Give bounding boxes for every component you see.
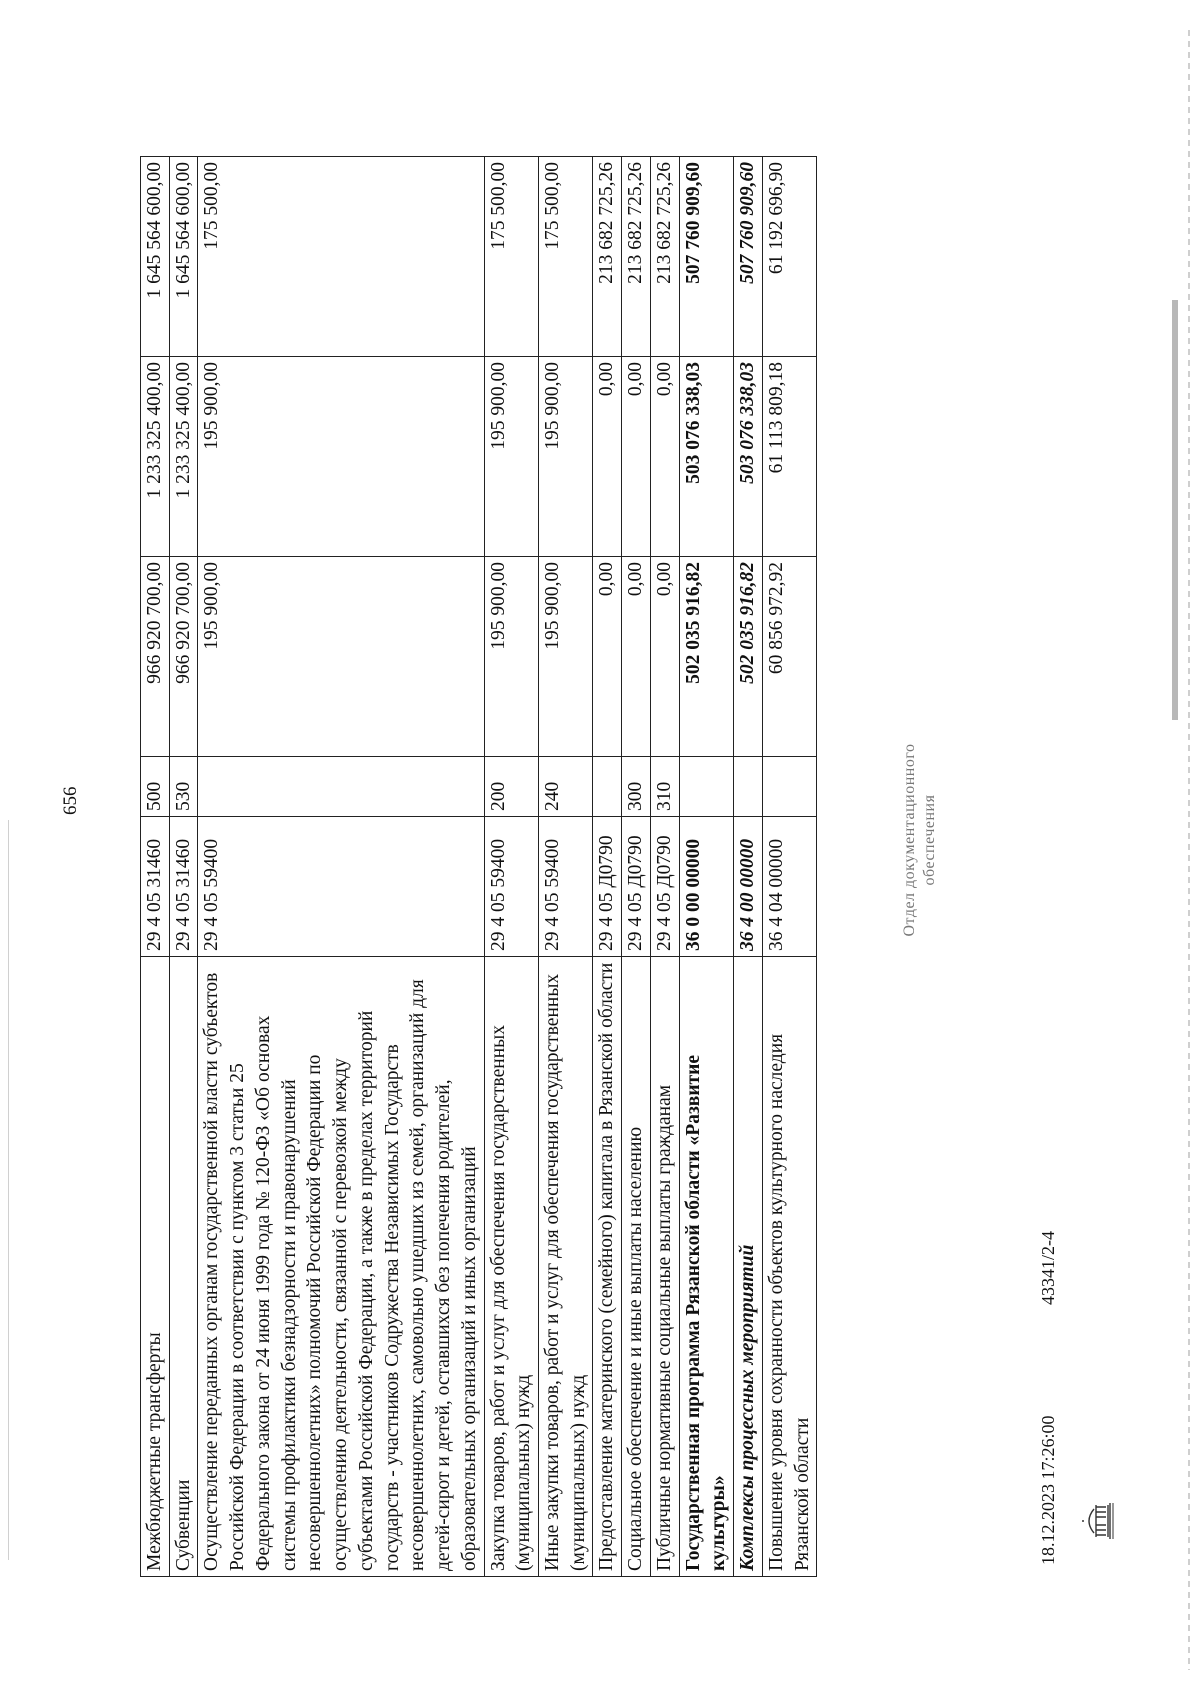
row-name-cell: Иные закупки товаров, работ и услуг для обеспечения государственных (муниципальных) нужд (539, 957, 593, 1577)
row-code-cell: 29 4 05 59400 (539, 817, 593, 957)
row-value-2025-cell: 503 076 338,03 (734, 357, 763, 557)
row-value-2024-cell: 966 920 700,00 (169, 557, 198, 757)
row-code-cell: 29 4 05 31460 (141, 817, 170, 957)
table-row (679, 157, 733, 1577)
row-type-cell: 310 (650, 757, 679, 817)
row-value-2024-cell: 0,00 (622, 557, 651, 757)
row-name-cell: Закупка товаров, работ и услуг для обеспечения государственных (муниципальных) нужд (484, 957, 538, 1577)
row-value-2025-cell: 195 900,00 (539, 357, 593, 557)
row-value-2025-cell: 61 113 809,18 (762, 357, 816, 557)
row-name-cell: Межбюджетные трансферты (141, 957, 170, 1577)
budget-table (140, 156, 817, 1577)
row-value-2024-cell: 502 035 916,82 (679, 557, 733, 757)
row-value-2026-cell: 213 682 725,26 (593, 157, 622, 357)
row-value-2025-cell: 195 900,00 (198, 357, 484, 557)
row-name-cell: Публичные нормативные социальные выплаты гражданам (650, 957, 679, 1577)
row-value-2024-cell: 0,00 (593, 557, 622, 757)
row-type-cell: 200 (484, 757, 538, 817)
row-value-2025-cell: 0,00 (622, 357, 651, 557)
table-row (141, 157, 170, 1577)
row-value-2026-cell: 1 645 564 600,00 (141, 157, 170, 357)
row-value-2025-cell: 195 900,00 (484, 357, 538, 557)
row-code-cell: 29 4 05 59400 (198, 817, 484, 957)
row-type-cell: 530 (169, 757, 198, 817)
row-value-2024-cell: 60 856 972,92 (762, 557, 816, 757)
row-name-cell: Предоставление материнского (семейного) капитала в Рязанской области (593, 957, 622, 1577)
row-value-2025-cell: 503 076 338,03 (679, 357, 733, 557)
row-type-cell (734, 757, 763, 817)
row-name-cell: Государственная программа Рязанской области «Развитие культуры» (679, 957, 733, 1577)
row-type-cell: 300 (622, 757, 651, 817)
row-value-2024-cell: 966 920 700,00 (141, 557, 170, 757)
table-row (762, 157, 816, 1577)
row-value-2026-cell: 175 500,00 (198, 157, 484, 357)
footer-doc-code: 43341/2-4 (1038, 1231, 1058, 1305)
row-name-cell: Комплексы процессных мероприятий (734, 957, 763, 1577)
row-name-cell: Социальное обеспечение и иные выплаты населению (622, 957, 651, 1577)
table-row (734, 157, 763, 1577)
stamp-line-1: Отдел документационного (901, 743, 918, 937)
stamp-line-2: обеспечения (921, 794, 938, 886)
table-row (484, 157, 538, 1577)
row-value-2026-cell: 507 760 909,60 (734, 157, 763, 357)
row-code-cell: 36 4 00 00000 (734, 817, 763, 957)
row-value-2026-cell: 61 192 696,90 (762, 157, 816, 357)
row-code-cell: 29 4 05 Д0790 (650, 817, 679, 957)
table-row (650, 157, 679, 1577)
row-code-cell: 36 0 00 00000 (679, 817, 733, 957)
table-row (539, 157, 593, 1577)
footer-date: 18.12.2023 17:26:00 (1038, 1415, 1058, 1565)
table-row (622, 157, 651, 1577)
row-type-cell (593, 757, 622, 817)
row-value-2024-cell: 195 900,00 (539, 557, 593, 757)
row-value-2025-cell: 0,00 (650, 357, 679, 557)
row-value-2024-cell: 195 900,00 (198, 557, 484, 757)
row-name-cell: Осуществление переданных органам государственной власти субъектов Российской Федерации в соответствии с пунктом 3 статьи 25 Федерального закона от 24 июня 1999 года № 120-ФЗ «Об основах системы профилактики безнадзорности и правонарушений несовершеннолетних» полномочий Российской Федерации по осуществлению деятельности, связанной с перевозкой между субъектами Российской Федерации, а также в пределах территорий государств - участников Содружества Независимых Государств несовершеннолетних, самовольно ушедших из семей, организаций для детей-сирот и детей, оставшихся без попечения родителей, образовательных организаций и иных организаций (198, 957, 484, 1577)
row-type-cell: 240 (539, 757, 593, 817)
row-type-cell (198, 757, 484, 817)
table-row (593, 157, 622, 1577)
row-value-2026-cell: 213 682 725,26 (650, 157, 679, 357)
row-code-cell: 29 4 05 Д0790 (593, 817, 622, 957)
row-code-cell: 36 4 04 00000 (762, 817, 816, 957)
row-value-2024-cell: 0,00 (650, 557, 679, 757)
row-value-2026-cell: 213 682 725,26 (622, 157, 651, 357)
department-stamp (900, 715, 940, 965)
row-value-2024-cell: 502 035 916,82 (734, 557, 763, 757)
row-code-cell: 29 4 05 Д0790 (622, 817, 651, 957)
row-name-cell: Повышение уровня сохранности объектов культурного наследия Рязанской области (762, 957, 816, 1577)
parliament-building-icon (1082, 1497, 1114, 1545)
row-code-cell: 29 4 05 31460 (169, 817, 198, 957)
row-value-2025-cell: 1 233 325 400,00 (169, 357, 198, 557)
row-type-cell (679, 757, 733, 817)
table-row (169, 157, 198, 1577)
row-type-cell (762, 757, 816, 817)
row-type-cell: 500 (141, 757, 170, 817)
row-value-2024-cell: 195 900,00 (484, 557, 538, 757)
page-number: 656 (60, 786, 81, 815)
row-value-2025-cell: 0,00 (593, 357, 622, 557)
row-value-2026-cell: 175 500,00 (484, 157, 538, 357)
budget-table-body (141, 157, 817, 1577)
row-value-2026-cell: 1 645 564 600,00 (169, 157, 198, 357)
table-row (198, 157, 484, 1577)
row-value-2025-cell: 1 233 325 400,00 (141, 357, 170, 557)
row-name-cell: Субвенции (169, 957, 198, 1577)
row-code-cell: 29 4 05 59400 (484, 817, 538, 957)
row-value-2026-cell: 507 760 909,60 (679, 157, 733, 357)
row-value-2026-cell: 175 500,00 (539, 157, 593, 357)
